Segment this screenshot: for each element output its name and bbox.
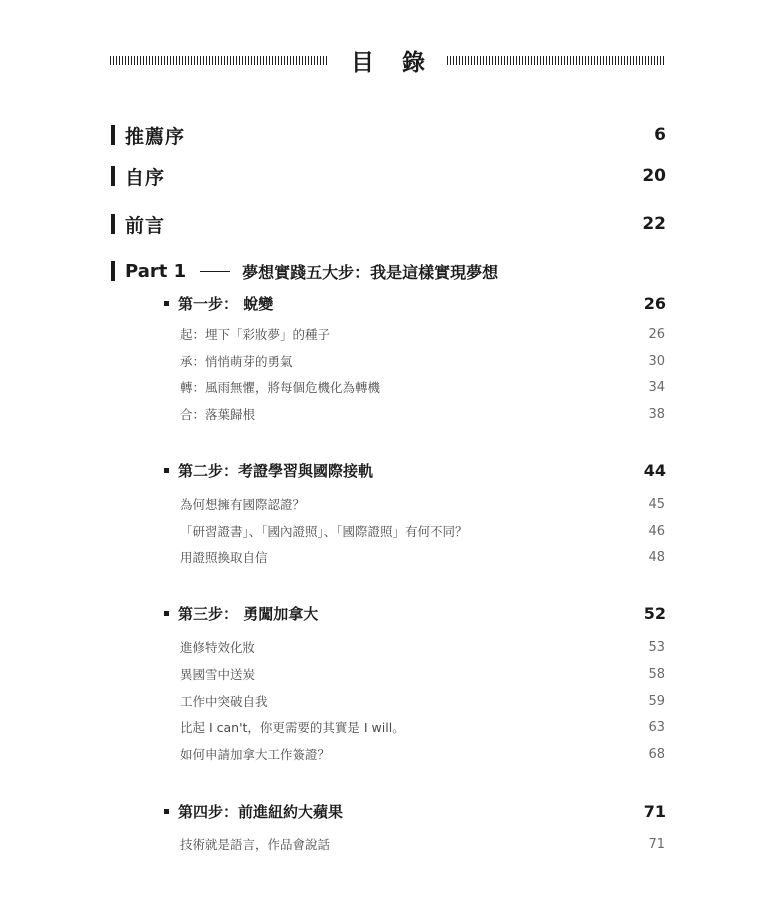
part-label: Part 1 xyxy=(125,260,187,282)
toc-subentry[interactable] xyxy=(180,325,665,343)
toc-step-4[interactable] xyxy=(164,800,666,822)
toc-step-3[interactable] xyxy=(164,602,666,624)
step-label: 第四步：前進紐約大蘋果 xyxy=(178,802,344,821)
subentry-page: 38 xyxy=(648,406,665,422)
toc-subentry[interactable] xyxy=(180,718,665,736)
subentry-page: 59 xyxy=(648,693,665,709)
toc-subentry[interactable] xyxy=(180,638,665,656)
subentry-label: 如何申請加拿大工作簽證？ xyxy=(180,747,331,762)
section-bar xyxy=(111,214,115,234)
subentry-label: 用證照換取自信 xyxy=(180,550,268,565)
section-bar xyxy=(111,261,115,281)
entry-label: 自序 xyxy=(125,166,166,189)
subentry-page: 30 xyxy=(648,353,665,369)
toc-subentry[interactable] xyxy=(180,548,665,566)
section-bar xyxy=(111,125,115,145)
toc-title: 目 錄 xyxy=(351,49,436,76)
step-page: 71 xyxy=(643,801,666,821)
step-label: 第三步： 勇闖加拿大 xyxy=(178,604,319,623)
subentry-label: 合：落葉歸根 xyxy=(180,407,256,422)
subentry-page: 58 xyxy=(648,666,665,682)
subentry-label: 技術就是語言，作品會說話 xyxy=(180,837,331,852)
toc-subentry[interactable] xyxy=(180,835,665,853)
entry-label: 推薦序 xyxy=(125,125,186,148)
subentry-page: 53 xyxy=(648,639,665,655)
part-dash xyxy=(200,271,230,272)
entry-page: 6 xyxy=(654,125,666,145)
subentry-page: 45 xyxy=(648,496,665,512)
toc-title-row xyxy=(110,40,666,80)
title-decoration-right xyxy=(447,56,666,65)
step-page: 52 xyxy=(643,603,666,623)
subentry-label: 為何想擁有國際認證？ xyxy=(180,497,306,512)
subentry-page: 63 xyxy=(648,719,665,735)
toc-entry-preface[interactable] xyxy=(111,164,666,188)
subentry-page: 48 xyxy=(648,549,665,565)
title-decoration-left xyxy=(110,56,329,65)
toc-entry-foreword[interactable] xyxy=(111,123,666,147)
subentry-page: 46 xyxy=(648,523,665,539)
toc-part-1[interactable] xyxy=(111,259,666,283)
bullet-square xyxy=(164,301,169,306)
toc-subentry[interactable] xyxy=(180,692,665,710)
subentry-page: 26 xyxy=(648,326,665,342)
bullet-square xyxy=(164,611,169,616)
subentry-label: 異國雪中送炭 xyxy=(180,667,256,682)
toc-subentry[interactable] xyxy=(180,522,665,540)
step-page: 44 xyxy=(643,460,666,480)
toc-step-2[interactable] xyxy=(164,459,666,481)
entry-page: 22 xyxy=(642,214,666,234)
toc-subentry[interactable] xyxy=(180,495,665,513)
toc-step-1[interactable] xyxy=(164,292,666,314)
subentry-label: 進修特效化妝 xyxy=(180,640,256,655)
bullet-square xyxy=(164,809,169,814)
subentry-page: 71 xyxy=(648,836,665,852)
toc-subentry[interactable] xyxy=(180,665,665,683)
toc-subentry[interactable] xyxy=(180,745,665,763)
step-label: 第二步：考證學習與國際接軌 xyxy=(178,461,374,480)
subentry-label: 承：悄悄萌芽的勇氣 xyxy=(180,354,293,369)
subentry-label: 比起 I can't，你更需要的其實是 I will。 xyxy=(180,720,405,735)
subentry-label: 工作中突破自我 xyxy=(180,694,268,709)
bullet-square xyxy=(164,468,169,473)
step-page: 26 xyxy=(643,293,666,313)
toc-subentry[interactable] xyxy=(180,352,665,370)
toc-entry-introduction[interactable] xyxy=(111,212,666,236)
subentry-page: 68 xyxy=(648,746,665,762)
entry-page: 20 xyxy=(642,166,666,186)
part-subtitle: 夢想實踐五大步：我是這樣實現夢想 xyxy=(242,262,499,282)
subentry-page: 34 xyxy=(648,379,665,395)
subentry-label: 「研習證書」、「國內證照」、「國際證照」有何不同？ xyxy=(180,524,468,539)
toc-subentry[interactable] xyxy=(180,378,665,396)
step-label: 第一步： 蛻變 xyxy=(178,294,274,313)
toc-subentry[interactable] xyxy=(180,405,665,423)
subentry-label: 起：埋下「彩妝夢」的種子 xyxy=(180,327,331,342)
subentry-label: 轉：風雨無懼，將每個危機化為轉機 xyxy=(180,380,381,395)
entry-label: 前言 xyxy=(125,214,166,237)
section-bar xyxy=(111,166,115,186)
